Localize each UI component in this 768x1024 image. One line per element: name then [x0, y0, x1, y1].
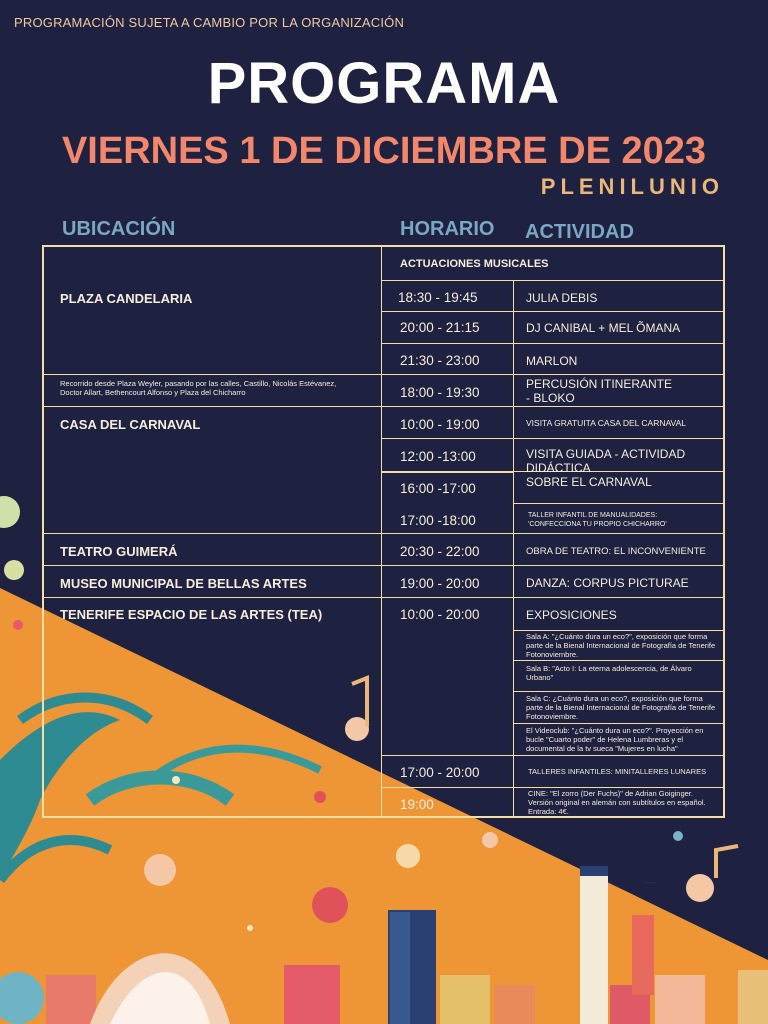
time-slot: 17:00 -18:00	[400, 513, 476, 528]
activity-detail: Sala A: "¿Cuánto dura un eco?", exposición que forma parte de la Bienal Internacional de Fotografía de Tenerife Fotonoviembre.	[526, 632, 716, 659]
activity: TALLER INFANTIL DE MANUALIDADES: 'CONFECCIONA TU PROPIO CHICHARRO'	[528, 512, 667, 528]
disclaimer: PROGRAMACIÓN SUJETA A CAMBIO POR LA ORGANIZACIÓN	[14, 15, 405, 30]
activity-detail: CINE: "El zorro (Der Fuchs)" de Adrian Goiginger. Versión original en alemán con subtítulos en español. Entrada: 4€.	[528, 789, 706, 816]
location-casa-carnaval: CASA DEL CARNAVAL	[60, 417, 201, 432]
time-slot: 20:30 - 22:00	[400, 544, 480, 559]
time-slot: 10:00 - 19:00	[400, 417, 480, 432]
activity: PERCUSIÓN ITINERANTE - BLOKO	[526, 377, 673, 405]
activity-detail: Sala B: "Acto I: La eterna adolescencia, de Álvaro Urbano"	[526, 664, 692, 682]
column-header-time: HORARIO	[400, 218, 495, 240]
page-title: PROGRAMA	[207, 51, 561, 116]
time-slot: 19:00	[400, 797, 434, 812]
location-museo-bellas-artes: MUSEO MUNICIPAL DE BELLAS ARTES	[60, 576, 307, 591]
activity: EXPOSICIONES	[526, 608, 617, 622]
activity-detail: Sala C: ¿Cuánto dura un eco?, exposición que forma parte de la Bienal Internacional de Fotografía de Tenerife Fotonoviembre.	[526, 694, 716, 721]
time-slot: 20:00 - 21:15	[400, 320, 480, 335]
time-slot: 16:00 -17:00	[400, 481, 476, 496]
activity: JULIA DEBIS	[526, 291, 598, 305]
activity: OBRA DE TEATRO: EL INCONVENIENTE	[526, 546, 706, 557]
activity: DJ CANIBAL + MEL ÕMANA	[526, 321, 681, 335]
time-slot: 18:30 - 19:45	[398, 290, 478, 305]
column-header-location: UBICACIÓN	[62, 218, 176, 240]
time-slot: 19:00 - 20:00	[400, 576, 480, 591]
brand-logo: PLENILUNIO	[540, 174, 724, 199]
activity-detail: El Videoclub: "¿Cuánto dura un eco?". Proyección en bucle "Cuarto poder" de Helena Lumbreras y el documental de la tv sueca "Mujeres en lucha"	[526, 726, 704, 753]
time-slot: 21:30 - 23:00	[400, 353, 480, 368]
musical-performances-header: ACTUACIONES MUSICALES	[400, 258, 549, 270]
location-plaza-candelaria: PLAZA CANDELARIA	[60, 291, 193, 306]
location-teatro-guimera: TEATRO GUIMERÁ	[60, 544, 178, 559]
activity: VISITA GUIADA - ACTIVIDAD DIDÁCTICA SOBRE EL CARNAVAL	[526, 447, 686, 489]
event-date: VIERNES 1 DE DICIEMBRE DE 2023	[61, 130, 707, 172]
time-slot: 10:00 - 20:00	[400, 607, 480, 622]
activity: DANZA: CORPUS PICTURAE	[526, 576, 689, 590]
time-slot: 17:00 - 20:00	[400, 765, 480, 780]
schedule-table	[42, 245, 725, 818]
location-route: Recorrido desde Plaza Weyler, pasando por las calles, Castillo, Nicolás Estévanez, Doctor Allart, Bethencourt Alfonso y Plaza del Chicharro	[60, 379, 337, 397]
location-tea: TENERIFE ESPACIO DE LAS ARTES (TEA)	[60, 607, 323, 622]
activity: VISITA GRATUITA CASA DEL CARNAVAL	[526, 418, 686, 428]
column-header-activity: ACTIVIDAD	[525, 221, 634, 243]
activity: TALLERES INFANTILES: MINITALLERES LUNARES	[528, 767, 707, 776]
time-slot: 18:00 - 19:30	[400, 385, 480, 400]
time-slot: 12:00 -13:00	[400, 449, 476, 464]
activity: MARLON	[526, 354, 578, 368]
